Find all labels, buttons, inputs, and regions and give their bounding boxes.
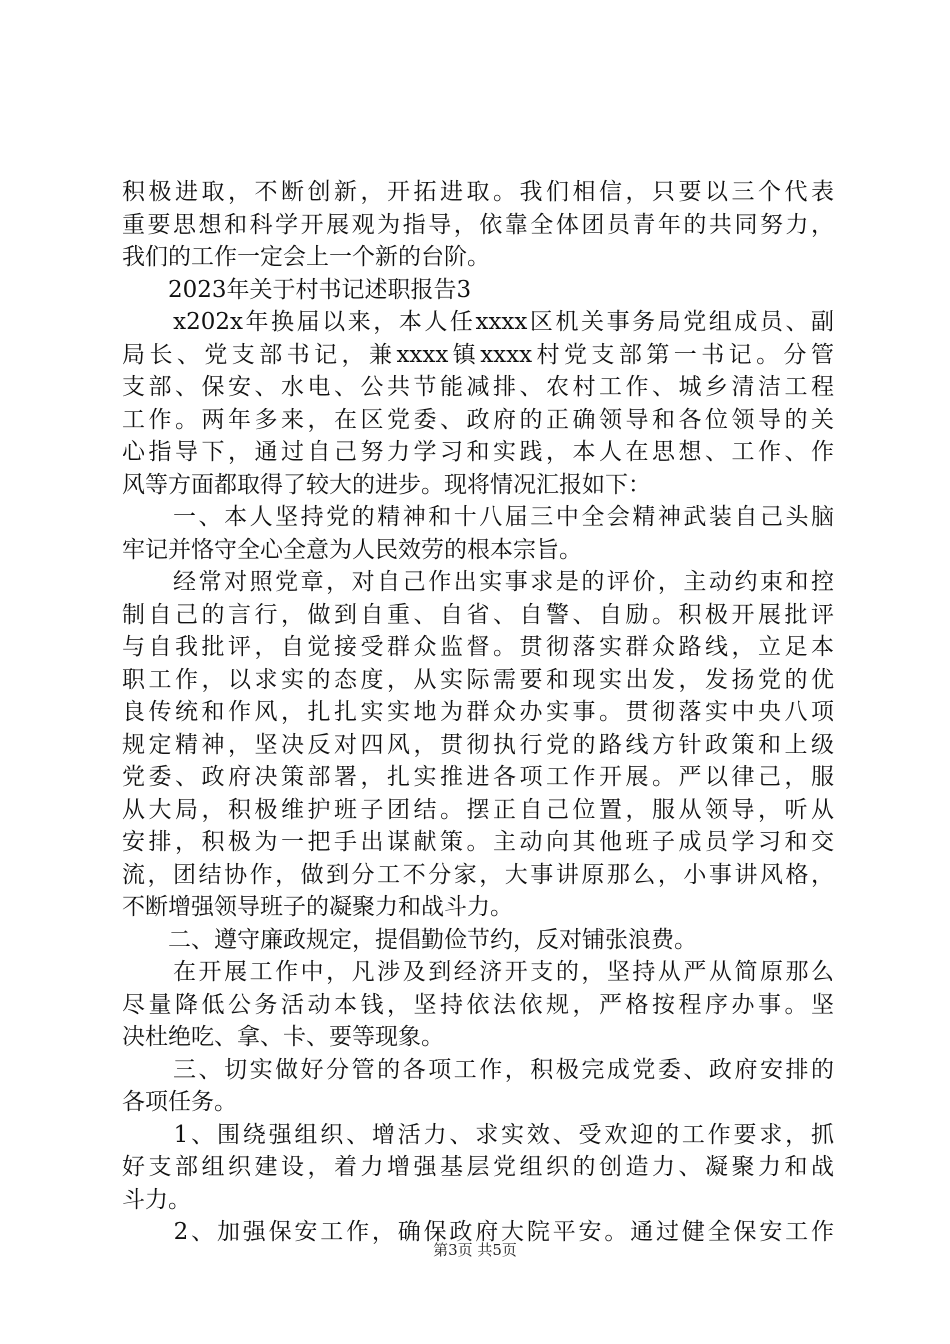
text-line: 从大局，积极维护班子团结。摆正自己位置，服从领导，听从: [122, 796, 834, 823]
text-line: 在开展工作中，凡涉及到经济开支的，坚持从严从简原那么: [122, 959, 834, 985]
text-line: 各项任务。: [122, 1089, 237, 1115]
text-line: 一、本人坚持党的精神和十八届三中全会精神武装自己头脑: [122, 504, 834, 530]
text-line: 决杜绝吃、拿、卡、要等现象。: [122, 1024, 444, 1050]
text-line: 尽量降低公务活动本钱，坚持依法依规，严格按程序办事。坚: [122, 991, 834, 1018]
text-line: 支部、保安、水电、公共节能减排、农村工作、城乡清洁工程: [122, 374, 834, 400]
text-line: 安排，积极为一把手出谋献策。主动向其他班子成员学习和交: [122, 829, 834, 855]
text-line: 好支部组织建设，着力增强基层党组织的创造力、凝聚力和战: [122, 1154, 834, 1180]
text-line: 经常对照党章，对自己作出实事求是的评价，主动约束和控: [122, 569, 834, 595]
document-body-text: [122, 176, 834, 1249]
text-line: 不断增强领导班子的凝聚力和战斗力。: [122, 894, 513, 920]
text-line: 牢记并恪守全心全意为人民效劳的根本宗旨。: [122, 536, 582, 563]
text-line: 重要思想和科学开展观为指导，依靠全体团员青年的共同努力，: [122, 211, 834, 238]
text-line: 斗力。: [122, 1186, 191, 1213]
text-line: 风等方面都取得了较大的进步。现将情况汇报如下：: [122, 471, 651, 498]
text-line: 流，团结协作，做到分工不分家，大事讲原那么，小事讲风格，: [122, 861, 834, 888]
text-line: x202x年换届以来，本人任xxxx区机关事务局党组成员、副: [122, 309, 834, 335]
text-line: 积极进取，不断创新，开拓进取。我们相信，只要以三个代表: [122, 179, 834, 205]
text-line: 制自己的言行，做到自重、自省、自警、自励。积极开展批评: [122, 601, 834, 628]
text-line: 1、围绕强组织、增活力、求实效、受欢迎的工作要求，抓: [122, 1121, 834, 1148]
text-line: 局长、党支部书记，兼xxxx镇xxxx村党支部第一书记。分管: [122, 341, 834, 368]
text-line: 与自我批评，自觉接受群众监督。贯彻落实群众路线，立足本: [122, 634, 834, 660]
text-line: 规定精神，坚决反对四风，贯彻执行党的路线方针政策和上级: [122, 731, 834, 758]
text-line: 党委、政府决策部署，扎实推进各项工作开展。严以律己，服: [122, 764, 834, 790]
text-line: 2023年关于村书记述职报告3: [122, 276, 472, 303]
text-line: 职工作，以求实的态度，从实际需要和现实出发，发扬党的优: [122, 666, 834, 693]
text-line: 二、遵守廉政规定，提倡勤俭节约，反对铺张浪费。: [122, 926, 697, 953]
text-line: 良传统和作风，扎扎实实地为群众办实事。贯彻落实中央八项: [122, 699, 834, 725]
text-line: 2、加强保安工作，确保政府大院平安。通过健全保安工作: [122, 1219, 834, 1245]
text-line: 三、切实做好分管的各项工作，积极完成党委、政府安排的: [122, 1056, 834, 1083]
text-line: 工作。两年多来，在区党委、政府的正确领导和各位领导的关: [122, 406, 834, 433]
text-line: 我们的工作一定会上一个新的台阶。: [122, 244, 490, 270]
page-footer: 第3页 共5页: [433, 1241, 517, 1259]
text-line: 心指导下，通过自己努力学习和实践，本人在思想、工作、作: [122, 439, 834, 465]
